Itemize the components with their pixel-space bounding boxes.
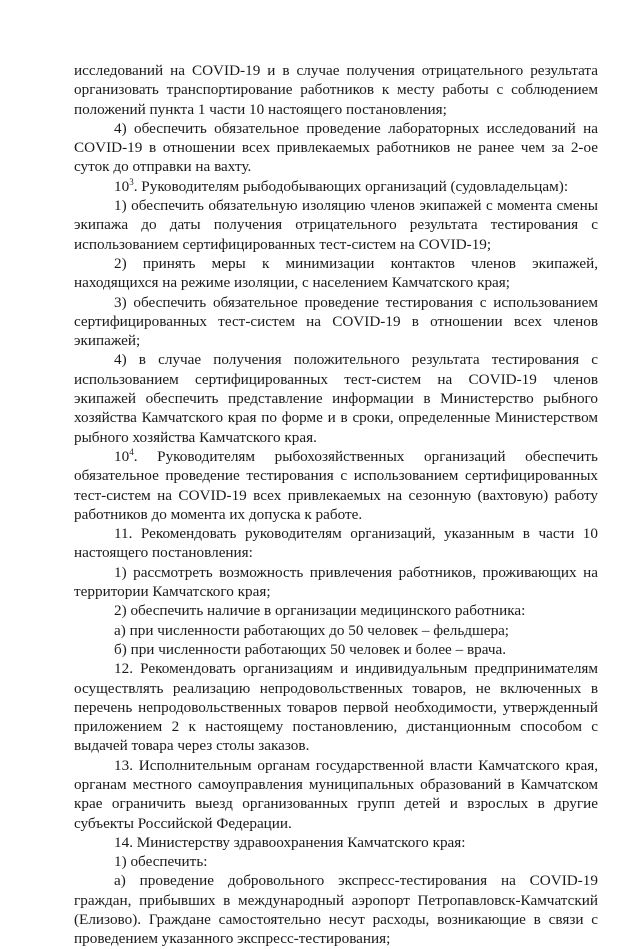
paragraph: 2) принять меры к минимизации контактов членов экипажей, находящихся на режиме изоляции, с населением Камчатского края; xyxy=(74,254,598,292)
section-number: 10 xyxy=(114,447,130,465)
section-number-superscript: 3 xyxy=(129,176,134,187)
section-number-superscript: 4 xyxy=(129,446,134,457)
paragraph: 12. Рекомендовать организациям и индивидуальным предпринимателям осуществлять реализацию непродовольственных товаров, не включенных в перечень непродовольственных товаров первой необходимости, утвержденный приложением 2 к настоящему постановлению, дистанционным способом с выдачей товара через столы заказов. xyxy=(74,660,598,755)
paragraph: 4) обеспечить обязательное проведение лабораторных исследований на COVID-19 в отношении всех привлекаемых работников не ранее чем за 2-ое суток до отправки на вахту. xyxy=(74,119,598,176)
paragraph: 14. Министерству здравоохранения Камчатского края: xyxy=(114,833,466,851)
paragraph: 1) обеспечить: xyxy=(114,853,208,871)
paragraph: 1) обеспечить обязательную изоляцию членов экипажей с момента смены экипажа до даты получения отрицательного результата тестирования с использованием сертифицированных тест-систем на COVID-19; xyxy=(74,197,598,253)
paragraph: исследований на COVID-19 и в случае получения отрицательного результата организовать транспортирование работников к месту работы с соблюдением положений пункта 1 части 10 настоящего постановления; xyxy=(74,62,598,118)
paragraph: 11. Рекомендовать руководителям организаций, указанным в части 10 настоящего постановления: xyxy=(74,525,598,562)
paragraph: б) при численности работающих 50 человек и более – врача. xyxy=(114,640,507,658)
section-number: 10 xyxy=(114,177,130,195)
paragraph: 4) в случае получения положительного результата тестирования с использованием сертифицированных тест-систем на COVID-19 членов экипажей обеспечить представление информации в Министерство рыбного хозяйства Камчатского края по форме и в сроки, определенные Министерством рыбного хозяйства Камчатского края. xyxy=(74,351,598,446)
paragraph: 2) обеспечить наличие в организации медицинского работника: xyxy=(114,602,526,620)
paragraph xyxy=(74,447,598,524)
paragraph-text: . Руководителям рыбохозяйственных организаций обеспечить обязательное проведение тестирования с использованием сертифицированных тест-систем на COVID-19 всех привлекаемых на сезонную (вахтовую) работу работников до момента их допуска к работе. xyxy=(74,447,598,523)
paragraph: 1) рассмотреть возможность привлечения работников, проживающих на территории Камчатского края; xyxy=(74,563,598,601)
paragraph-text: . Руководителям рыбодобывающих организаций (судовладельцам): xyxy=(133,177,569,195)
paragraph: а) при численности работающих до 50 человек – фельдшера; xyxy=(114,621,510,639)
paragraph: а) проведение добровольного экспресс-тестирования на COVID-19 граждан, прибывших в международный аэропорт Петропавловск-Камчатский (Елизово). Граждане самостоятельно несут расходы, возникающие в связи с проведением указанного экспресс-тестирования; xyxy=(74,872,598,948)
document-body xyxy=(74,61,598,949)
paragraph: 3) обеспечить обязательное проведение тестирования с использованием сертифицированных тест-систем на COVID-19 в отношении всех членов экипажей; xyxy=(74,293,598,350)
paragraph xyxy=(74,177,598,196)
paragraph: 13. Исполнительным органам государственной власти Камчатского края, органам местного самоуправления муниципальных образований в Камчатском крае ограничить выезд организованных групп детей и взрослых в другие субъекты Российской Федерации. xyxy=(74,756,598,832)
